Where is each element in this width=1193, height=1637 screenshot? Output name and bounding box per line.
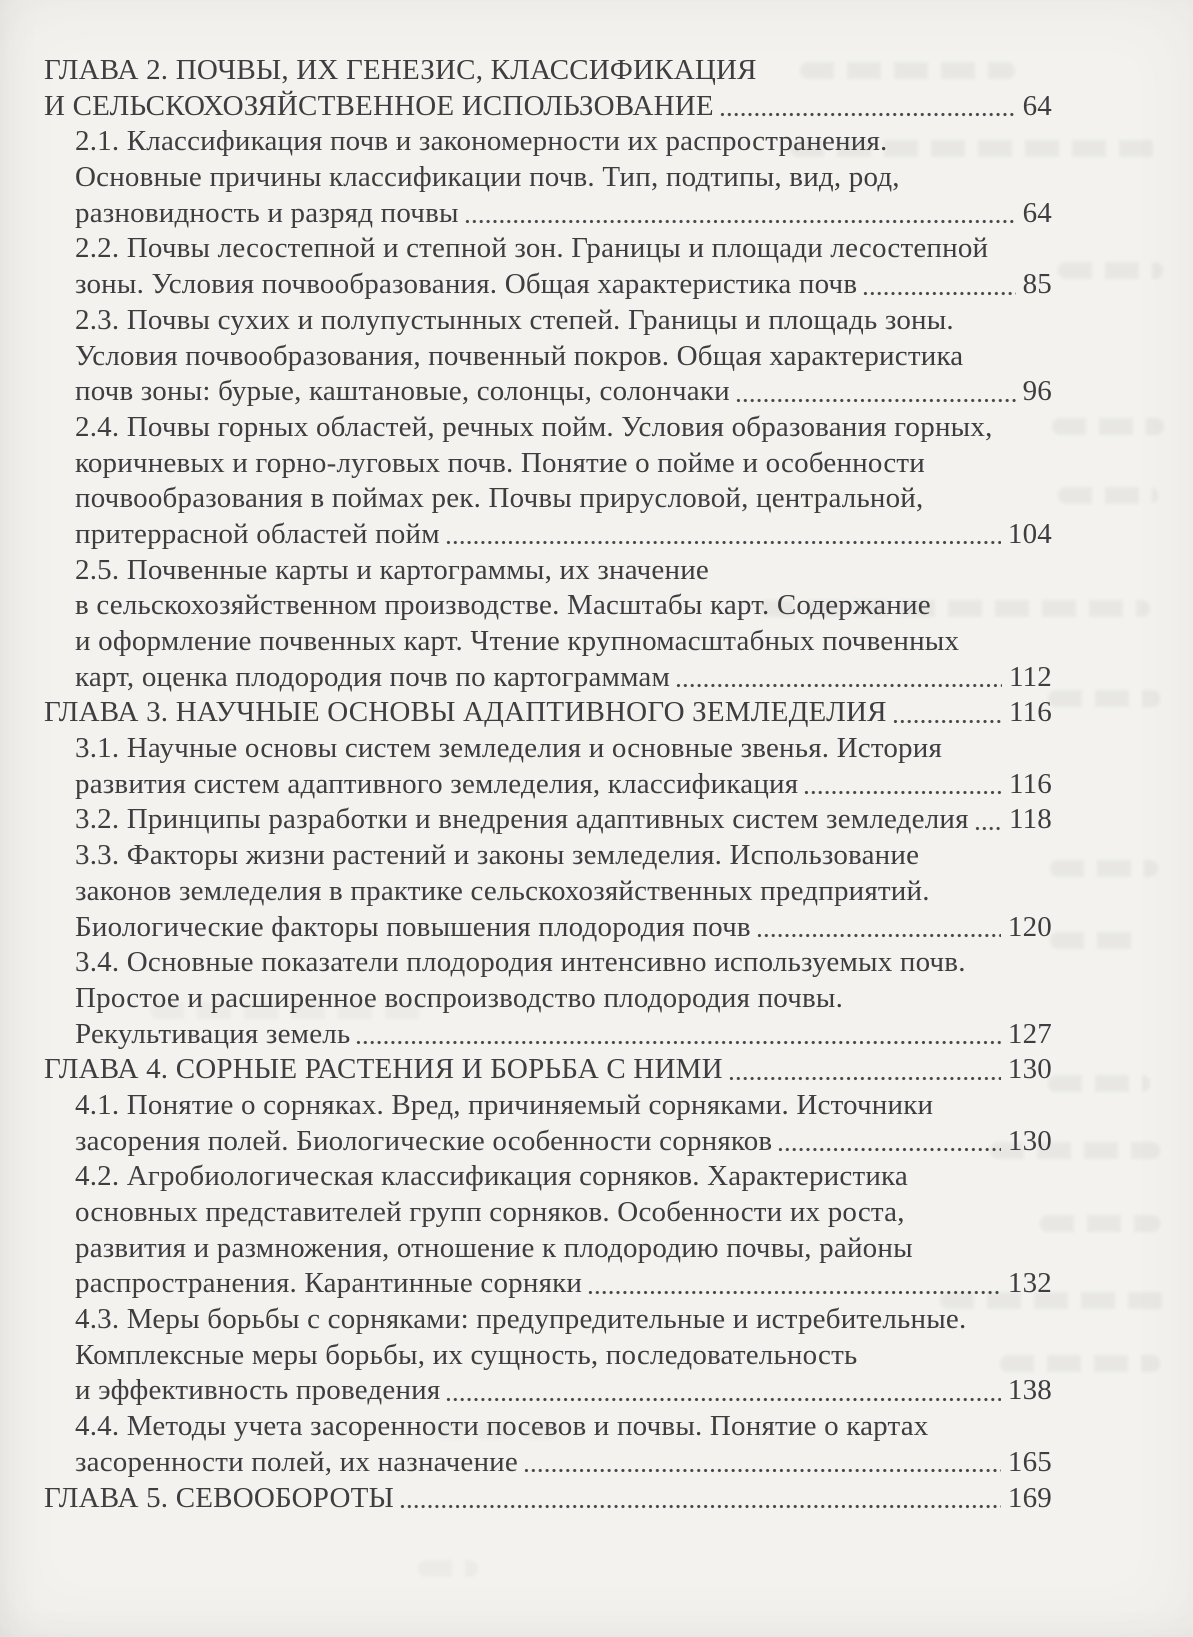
section-title-text: и оформление почвенных карт. Чтение крупномасштабных почвенных: [75, 625, 960, 657]
bleed-through-artifact: [1050, 932, 1142, 949]
toc-chapter-entry: [44, 1052, 1052, 1088]
section-title-text: и эффективность проведения: [75, 1374, 441, 1407]
section-title-text: засоренности полей, их назначение: [75, 1445, 518, 1478]
dot-leader: [803, 767, 1002, 803]
toc-line: [44, 1445, 1052, 1481]
section-title-text: Условия почвообразования, почвенный покров. Общая характеристика: [75, 339, 964, 372]
toc-line: [44, 1017, 1052, 1053]
section-title-text: зоны. Условия почвообразования. Общая характеристика почв: [75, 268, 858, 301]
dot-leader: [719, 89, 1016, 125]
bleed-through-artifact: [1052, 418, 1164, 435]
bleed-through-artifact: [418, 1560, 478, 1577]
toc-line: [44, 802, 1052, 838]
dot-leader: [862, 267, 1015, 303]
section-title-text: 2.3. Почвы сухих и полупустынных степей. Границы и площадь зоны.: [75, 303, 954, 336]
page-number: 130: [1007, 1053, 1052, 1086]
toc-section-entry: [44, 303, 1052, 410]
toc-line: [44, 981, 1052, 1017]
toc-line: [44, 624, 1052, 660]
section-title-text: 3.2. Принципы разработки и внедрения адаптивных систем земледелия: [75, 803, 969, 836]
chapter-title-text: И СЕЛЬСКОХОЗЯЙСТВЕННОЕ ИСПОЛЬЗОВАНИЕ: [44, 89, 714, 122]
toc-line: [44, 1159, 1052, 1195]
toc-section-entry: [44, 1088, 1052, 1159]
section-title-text: 4.1. Понятие о сорняках. Вред, причиняемый сорняками. Источники: [75, 1088, 934, 1121]
toc-line: [44, 1231, 1052, 1267]
bleed-through-artifact: [1048, 690, 1160, 707]
section-title-text: притеррасной областей пойм: [75, 517, 440, 550]
chapter-title-text: ГЛАВА 2. ПОЧВЫ, ИХ ГЕНЕЗИС, КЛАССИФИКАЦИЯ: [44, 54, 757, 86]
section-title-text: 2.2. Почвы лесостепной и степной зон. Границы и площади лесостепной: [75, 232, 989, 265]
toc-line: [44, 481, 1052, 517]
section-title-text: основных представителей групп сорняков. Особенности их роста,: [75, 1196, 905, 1228]
section-title-text: Биологические факторы повышения плодородия почв: [75, 910, 751, 943]
page-number: 85: [1022, 268, 1052, 301]
toc-chapter-entry: [44, 695, 1052, 731]
toc-line: [44, 838, 1052, 874]
toc-section-entry: [44, 1159, 1052, 1302]
toc-line: [44, 1124, 1052, 1160]
dot-leader: [355, 1017, 1001, 1053]
toc-line: [44, 231, 1052, 267]
section-title-text: Комплексные меры борьбы, их сущность, последовательность: [75, 1338, 858, 1371]
toc-line: [44, 1302, 1052, 1338]
page-number: 132: [1007, 1267, 1052, 1300]
toc-section-entry: [44, 1302, 1052, 1409]
toc-line: [44, 1481, 1052, 1517]
toc-section-entry: [44, 410, 1052, 553]
dot-leader: [399, 1481, 1001, 1517]
toc-line: [44, 910, 1052, 946]
dot-leader: [735, 374, 1016, 410]
page-number: 169: [1007, 1481, 1052, 1514]
section-title-text: 3.4. Основные показатели плодородия интенсивно используемых почв.: [75, 946, 966, 979]
dot-leader: [675, 660, 1002, 696]
section-title-text: законов земледелия в практике сельскохозяйственных предприятий.: [75, 874, 930, 907]
section-title-text: 4.2. Агробиологическая классификация сорняков. Характеристика: [75, 1160, 908, 1193]
toc-line: [44, 124, 1052, 160]
section-title-text: 3.3. Факторы жизни растений и законы земледелия. Использование: [75, 839, 920, 872]
section-title-text: 2.4. Почвы горных областей, речных пойм. Условия образования горных,: [75, 410, 993, 443]
toc-section-entry: [44, 838, 1052, 945]
dot-leader: [523, 1445, 1001, 1481]
chapter-title-text: ГЛАВА 4. СОРНЫЕ РАСТЕНИЯ И БОРЬБА С НИМИ: [44, 1053, 723, 1086]
toc-line: [44, 767, 1052, 803]
bleed-through-artifact: [1040, 1215, 1160, 1232]
section-title-text: почвообразования в поймах рек. Почвы прирусловой, центральной,: [75, 482, 924, 515]
section-title-text: Основные причины классификации почв. Тип, подтипы, вид, род,: [75, 161, 900, 194]
dot-leader: [756, 910, 1001, 946]
toc-line: [44, 517, 1052, 553]
toc-line: [44, 1052, 1052, 1088]
bleed-through-artifact: [1058, 262, 1163, 279]
dot-leader: [728, 1052, 1001, 1088]
toc-line: [44, 1088, 1052, 1124]
section-title-text: в сельскохозяйственном производстве. Масштабы карт. Содержание: [75, 589, 931, 622]
dot-leader: [974, 802, 1002, 838]
toc-line: [44, 1195, 1052, 1231]
bleed-through-artifact: [1058, 487, 1158, 504]
section-title-text: коричневых и горно-луговых почв. Понятие о пойме и особенности: [75, 446, 925, 479]
toc-section-entry: [44, 553, 1052, 696]
dot-leader: [445, 517, 1001, 553]
toc-line: [44, 446, 1052, 482]
dot-leader: [445, 1373, 1000, 1409]
page-number: 112: [1008, 660, 1052, 693]
page-number: 96: [1022, 375, 1052, 408]
toc-chapter-entry: [44, 1481, 1052, 1517]
toc-line: [44, 1409, 1052, 1445]
toc-line: [44, 1338, 1052, 1374]
toc-line: [44, 553, 1052, 589]
toc-section-entry: [44, 945, 1052, 1052]
toc-line: [44, 53, 1052, 89]
page-number: 120: [1007, 910, 1052, 943]
dot-leader: [587, 1266, 1001, 1302]
toc-line: [44, 160, 1052, 196]
toc-line: [44, 196, 1052, 232]
section-title-text: 3.1. Научные основы систем земледелия и основные звенья. История: [75, 732, 942, 765]
page-number: 138: [1007, 1374, 1052, 1407]
section-title-text: развития и размножения, отношение к плодородию почвы, районы: [75, 1231, 913, 1264]
dot-leader: [777, 1124, 1001, 1160]
page-number: 127: [1007, 1017, 1052, 1050]
toc: [44, 53, 1052, 1516]
toc-section-entry: [44, 1409, 1052, 1480]
toc-section-entry: [44, 231, 1052, 302]
section-title-text: Рекультивация земель: [75, 1017, 351, 1050]
section-title-text: разновидность и разряд почвы: [75, 196, 459, 229]
section-title-text: распространения. Карантинные сорняки: [75, 1267, 583, 1300]
bleed-through-artifact: [1050, 860, 1158, 877]
page-number: 104: [1007, 517, 1052, 550]
toc-line: [44, 339, 1052, 375]
toc-line: [44, 731, 1052, 767]
section-title-text: 2.5. Почвенные карты и картограммы, их значение: [75, 553, 709, 586]
toc-line: [44, 695, 1052, 731]
toc-line: [44, 945, 1052, 981]
section-title-text: почв зоны: бурые, каштановые, солонцы, солончаки: [75, 375, 730, 408]
bleed-through-artifact: [1048, 1075, 1150, 1092]
toc-line: [44, 303, 1052, 339]
page-number: 64: [1022, 89, 1052, 122]
toc-line: [44, 374, 1052, 410]
page-number: 130: [1007, 1124, 1052, 1157]
page-number: 118: [1008, 803, 1052, 836]
toc-section-entry: [44, 731, 1052, 802]
page-number: 116: [1008, 767, 1052, 800]
dot-leader: [892, 695, 1002, 731]
section-title-text: засорения полей. Биологические особенности сорняков: [75, 1124, 773, 1157]
toc-line: [44, 89, 1052, 125]
section-title-text: 4.4. Методы учета засоренности посевов и почвы. Понятие о картах: [75, 1410, 929, 1443]
toc-chapter-entry: [44, 53, 1052, 124]
section-title-text: карт, оценка плодородия почв по картограммам: [75, 660, 671, 693]
toc-line: [44, 267, 1052, 303]
chapter-title-text: ГЛАВА 3. НАУЧНЫЕ ОСНОВЫ АДАПТИВНОГО ЗЕМЛЕДЕЛИЯ: [44, 696, 887, 729]
section-title-text: развития систем адаптивного земледелия, классификация: [75, 767, 799, 800]
toc-line: [44, 410, 1052, 446]
toc-line: [44, 660, 1052, 696]
toc-section-entry: [44, 124, 1052, 231]
toc-section-entry: [44, 802, 1052, 838]
page-number: 64: [1022, 196, 1052, 229]
toc-line: [44, 588, 1052, 624]
chapter-title-text: ГЛАВА 5. СЕВООБОРОТЫ: [44, 1481, 395, 1514]
section-title-text: Простое и расширенное воспроизводство плодородия почвы.: [75, 981, 844, 1014]
section-title-text: 2.1. Классификация почв и закономерности их распространения.: [75, 125, 888, 158]
dot-leader: [464, 196, 1016, 232]
page-number: 165: [1007, 1445, 1052, 1478]
toc-line: [44, 1266, 1052, 1302]
section-title-text: 4.3. Меры борьбы с сорняками: предупредительные и истребительные.: [75, 1303, 967, 1336]
toc-line: [44, 1373, 1052, 1409]
page-number: 116: [1008, 696, 1052, 729]
toc-line: [44, 874, 1052, 910]
